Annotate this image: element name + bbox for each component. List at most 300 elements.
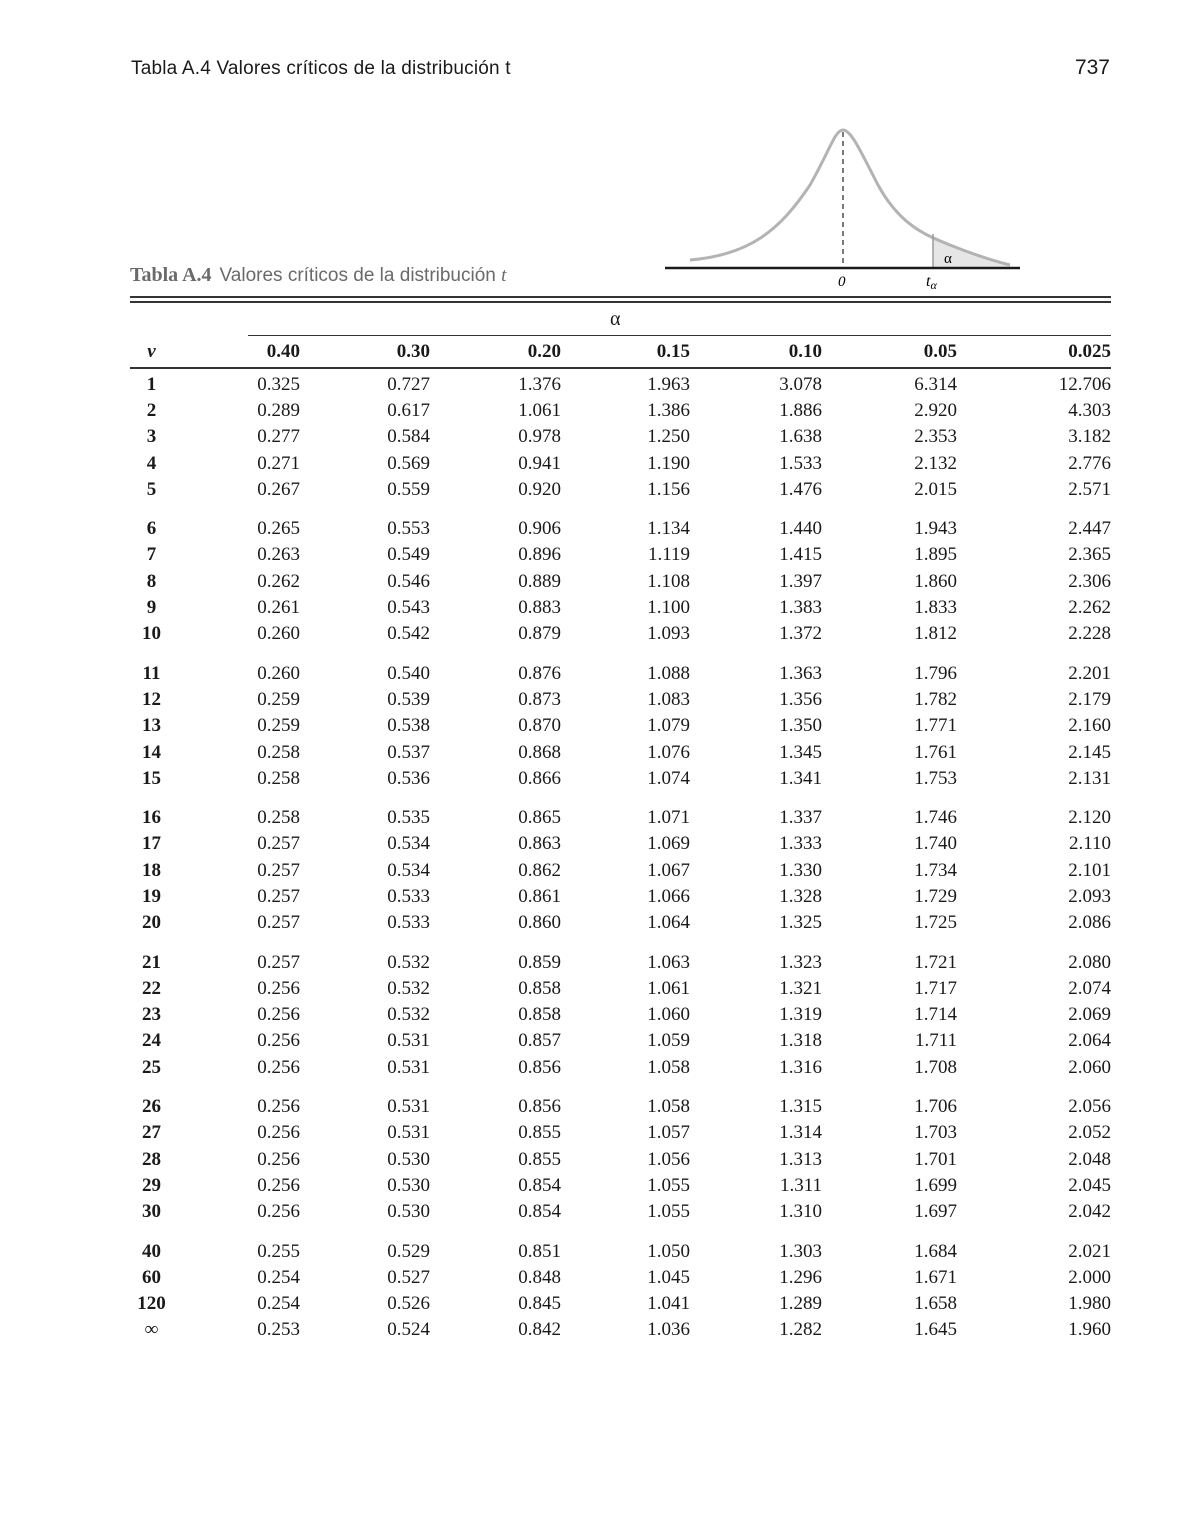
value-cells (173, 952, 1111, 974)
critical-value-cell: 0.845 (518, 1293, 561, 1315)
critical-value-cell: 0.271 (257, 452, 300, 474)
critical-value-cell: 1.328 (779, 885, 822, 907)
value-cells (173, 374, 1111, 396)
critical-value-cell: 0.260 (257, 623, 300, 645)
critical-value-cell: 1.325 (779, 912, 822, 934)
t-distribution-diagram (660, 120, 1030, 300)
critical-value-cell: 1.706 (914, 1096, 957, 1118)
critical-value-cell: 0.256 (257, 1148, 300, 1170)
critical-value-cell: 1.314 (779, 1122, 822, 1144)
critical-value-cell: 0.863 (518, 833, 561, 855)
critical-value-cell: 1.658 (914, 1293, 957, 1315)
table-row (130, 372, 1111, 398)
critical-value-cell: 0.256 (257, 1004, 300, 1026)
critical-value-cell: 1.296 (779, 1266, 822, 1288)
critical-value-cell: 0.868 (518, 741, 561, 763)
value-cells (173, 518, 1111, 540)
table-row (130, 569, 1111, 595)
degrees-of-freedom-cell: 120 (137, 1293, 166, 1315)
degrees-of-freedom-cell: 26 (142, 1096, 161, 1118)
critical-value-cell: 1.058 (647, 1056, 690, 1078)
critical-value-cell: 0.559 (387, 478, 430, 500)
critical-value-cell: 1.119 (647, 544, 690, 566)
column-header: 0.40 (266, 340, 300, 362)
table-row (130, 542, 1111, 568)
critical-value-cell: 1.315 (779, 1096, 822, 1118)
value-cells (173, 571, 1111, 593)
critical-value-cell: 0.865 (518, 807, 561, 829)
critical-value-cell: 2.160 (1068, 715, 1111, 737)
critical-value-cell: 1.156 (647, 478, 690, 500)
critical-value-cell: 2.101 (1068, 859, 1111, 881)
alpha-spanner (130, 304, 1111, 336)
critical-value-cell: 0.543 (387, 597, 430, 619)
critical-value-cell: 2.228 (1068, 623, 1111, 645)
table-row (130, 831, 1111, 857)
critical-value-cell: 1.289 (779, 1293, 822, 1315)
critical-value-cell: 0.842 (518, 1319, 561, 1341)
critical-value-cell: 2.015 (914, 478, 957, 500)
value-cells (173, 479, 1111, 501)
critical-value-cell: 1.771 (914, 715, 957, 737)
table-row (130, 949, 1111, 975)
alpha-header: α (610, 308, 621, 330)
critical-value-cell: 1.060 (647, 1004, 690, 1026)
degrees-of-freedom-cell: 14 (142, 741, 161, 763)
critical-value-cell: 0.532 (387, 977, 430, 999)
critical-value-cell: 2.920 (914, 399, 957, 421)
table-row (130, 1265, 1111, 1291)
critical-value-cell: 0.267 (257, 478, 300, 500)
critical-value-cell: 0.859 (518, 951, 561, 973)
critical-value-cell: 0.727 (387, 373, 430, 395)
table-caption (130, 264, 506, 287)
critical-value-cell: 0.848 (518, 1266, 561, 1288)
row-group (130, 805, 1111, 936)
critical-value-cell: 0.858 (518, 1004, 561, 1026)
critical-value-cell: 1.058 (647, 1096, 690, 1118)
critical-value-cell: 0.256 (257, 1056, 300, 1078)
density-curve (690, 130, 1010, 265)
critical-value-cell: 0.536 (387, 767, 430, 789)
critical-value-cell: 1.440 (779, 518, 822, 540)
critical-value-cell: 1.069 (647, 833, 690, 855)
table-row (130, 1173, 1111, 1199)
critical-value-cell: 0.529 (387, 1240, 430, 1262)
t-subscript: α (930, 278, 937, 292)
degrees-of-freedom-cell: 4 (146, 452, 157, 474)
critical-value-cell: 2.052 (1068, 1122, 1111, 1144)
critical-value-cell: 0.257 (257, 833, 300, 855)
degrees-of-freedom-cell: 7 (146, 544, 157, 566)
critical-value-cell: 1.071 (647, 807, 690, 829)
critical-value-cell: 3.078 (779, 373, 822, 395)
critical-value-cell: 0.860 (518, 912, 561, 934)
critical-value-cell: 1.330 (779, 859, 822, 881)
critical-value-cell: 1.318 (779, 1030, 822, 1052)
critical-value-cell: 2.179 (1068, 688, 1111, 710)
degrees-of-freedom-cell: 27 (142, 1122, 161, 1144)
critical-value-cell: 1.812 (914, 623, 957, 645)
critical-value-cell: 2.365 (1068, 544, 1111, 566)
critical-value-cell: 0.262 (257, 570, 300, 592)
critical-value-cell: 1.066 (647, 885, 690, 907)
critical-value-cell: 2.353 (914, 426, 957, 448)
critical-value-cell: 0.857 (518, 1030, 561, 1052)
critical-value-cell: 2.074 (1068, 977, 1111, 999)
critical-value-cell: 0.253 (257, 1319, 300, 1341)
critical-value-cell: 2.086 (1068, 912, 1111, 934)
value-cells (173, 1175, 1111, 1197)
critical-value-cell: 0.920 (518, 478, 561, 500)
critical-value-cell: 1.282 (779, 1319, 822, 1341)
critical-value-cell: 0.289 (257, 399, 300, 421)
critical-value-cell: 1.316 (779, 1056, 822, 1078)
degrees-of-freedom-cell: 60 (142, 1266, 161, 1288)
value-cells (173, 833, 1111, 855)
critical-value-cell: 0.584 (387, 426, 430, 448)
value-cells (173, 1241, 1111, 1263)
critical-value-cell: 6.314 (914, 373, 957, 395)
critical-value-cell: 4.303 (1068, 399, 1111, 421)
table-row (130, 1094, 1111, 1120)
top-rule-2 (130, 301, 1111, 303)
critical-value-cell: 0.530 (387, 1148, 430, 1170)
critical-value-cell: 0.889 (518, 570, 561, 592)
zero-label: 0 (838, 274, 846, 290)
table-row (130, 976, 1111, 1002)
critical-value-cell: 0.531 (387, 1056, 430, 1078)
row-group (130, 372, 1111, 503)
degrees-of-freedom-cell: 6 (146, 518, 157, 540)
critical-value-cell: 0.861 (518, 885, 561, 907)
value-cells (173, 912, 1111, 934)
critical-value-cell: 1.045 (647, 1266, 690, 1288)
critical-value-cell: 2.571 (1068, 478, 1111, 500)
table-row (130, 1238, 1111, 1264)
degrees-of-freedom-cell: 19 (142, 885, 161, 907)
column-header: 0.20 (527, 340, 561, 362)
value-cells (173, 426, 1111, 448)
value-cells (173, 1122, 1111, 1144)
degrees-of-freedom-cell: 25 (142, 1056, 161, 1078)
critical-value-cell: 0.257 (257, 951, 300, 973)
critical-value-cell: 1.725 (914, 912, 957, 934)
degrees-of-freedom-cell: 24 (142, 1030, 161, 1052)
critical-value-cell: 0.259 (257, 688, 300, 710)
critical-value-cell: 0.534 (387, 833, 430, 855)
value-cells (173, 742, 1111, 764)
critical-value-cell: 0.876 (518, 662, 561, 684)
table-row (130, 805, 1111, 831)
critical-value-cell: 1.796 (914, 662, 957, 684)
critical-value-cell: 2.776 (1068, 452, 1111, 474)
degrees-of-freedom-cell: 10 (142, 623, 161, 645)
critical-value-cell: 0.534 (387, 859, 430, 881)
column-header: 0.15 (656, 340, 690, 362)
critical-value-cell: 1.886 (779, 399, 822, 421)
critical-value-cell: 0.856 (518, 1096, 561, 1118)
critical-value-cell: 0.896 (518, 544, 561, 566)
critical-value-cell: 1.333 (779, 833, 822, 855)
critical-value-cell: 0.256 (257, 1201, 300, 1223)
running-head: Tabla A.4 Valores críticos de la distribución t (131, 58, 511, 79)
degrees-of-freedom-cell: 30 (142, 1201, 161, 1223)
degrees-of-freedom-cell: 20 (142, 912, 161, 934)
header-rule (130, 367, 1111, 369)
critical-value-cell: 1.100 (647, 597, 690, 619)
critical-value-cell: 1.055 (647, 1174, 690, 1196)
critical-value-cell: 1.476 (779, 478, 822, 500)
degrees-of-freedom-cell: 2 (146, 399, 157, 421)
critical-value-cell: 1.782 (914, 688, 957, 710)
degrees-of-freedom-cell: 21 (142, 951, 161, 973)
critical-value-cell: 1.383 (779, 597, 822, 619)
table-row (130, 1055, 1111, 1081)
table-row (130, 1002, 1111, 1028)
critical-value-cell: 0.906 (518, 518, 561, 540)
table-row (130, 1120, 1111, 1146)
degrees-of-freedom-cell: ∞ (144, 1319, 159, 1341)
table-row (130, 424, 1111, 450)
caption-text: Valores críticos de la distribución (219, 265, 502, 286)
column-header: 0.30 (396, 340, 430, 362)
critical-value-cell: 0.527 (387, 1266, 430, 1288)
critical-value-cell: 1.064 (647, 912, 690, 934)
row-group (130, 1094, 1111, 1225)
degrees-of-freedom-cell: 16 (142, 807, 161, 829)
table-row (130, 621, 1111, 647)
value-cells (173, 1057, 1111, 1079)
critical-value-cell: 0.879 (518, 623, 561, 645)
critical-value-cell: 0.259 (257, 715, 300, 737)
alpha-underline (248, 335, 1111, 336)
critical-value-cell: 1.833 (914, 597, 957, 619)
value-cells (173, 689, 1111, 711)
critical-value-cell: 1.321 (779, 977, 822, 999)
critical-value-cell: 1.074 (647, 767, 690, 789)
critical-value-cell: 1.311 (779, 1174, 822, 1196)
critical-value-cell: 0.854 (518, 1201, 561, 1223)
critical-value-cell: 0.866 (518, 767, 561, 789)
value-cells (173, 544, 1111, 566)
table-row (130, 595, 1111, 621)
critical-value-cell: 1.337 (779, 807, 822, 829)
table-row (130, 1199, 1111, 1225)
critical-value-cell: 0.535 (387, 807, 430, 829)
critical-value-cell: 0.256 (257, 1096, 300, 1118)
table-row (130, 660, 1111, 686)
critical-value-cell: 2.306 (1068, 570, 1111, 592)
critical-value-cell: 1.684 (914, 1240, 957, 1262)
critical-value-cell: 0.883 (518, 597, 561, 619)
critical-value-cell: 0.256 (257, 1122, 300, 1144)
value-cells (173, 1004, 1111, 1026)
critical-value-cell: 1.397 (779, 570, 822, 592)
critical-value-cell: 1.645 (914, 1319, 957, 1341)
critical-value-cell: 1.093 (647, 623, 690, 645)
critical-value-cell: 1.061 (647, 977, 690, 999)
critical-value-cell: 0.553 (387, 518, 430, 540)
critical-value-cell: 0.258 (257, 807, 300, 829)
critical-value-cell: 1.323 (779, 951, 822, 973)
column-header-row (130, 336, 1111, 367)
critical-value-cell: 0.873 (518, 688, 561, 710)
row-group (130, 660, 1111, 791)
critical-value-cell: 0.854 (518, 1174, 561, 1196)
critical-value-cell: 0.254 (257, 1293, 300, 1315)
critical-value-cell: 0.941 (518, 452, 561, 474)
alpha-area-label: α (944, 251, 952, 267)
row-group (130, 949, 1111, 1080)
critical-value-cell: 1.711 (914, 1030, 957, 1052)
degrees-of-freedom-cell: 29 (142, 1174, 161, 1196)
value-cells (173, 453, 1111, 475)
critical-value-cell: 2.262 (1068, 597, 1111, 619)
critical-value-cell: 1.376 (518, 373, 561, 395)
critical-value-cell: 1.341 (779, 767, 822, 789)
nu-header: v (147, 340, 156, 362)
critical-value-cell: 1.088 (647, 662, 690, 684)
critical-value-cell: 0.870 (518, 715, 561, 737)
critical-value-cell: 0.277 (257, 426, 300, 448)
critical-value-cell: 0.325 (257, 373, 300, 395)
critical-value-cell: 0.855 (518, 1148, 561, 1170)
critical-value-cell: 1.059 (647, 1030, 690, 1052)
critical-value-cell: 1.415 (779, 544, 822, 566)
t-distribution-figure (660, 120, 1030, 300)
table-row (130, 477, 1111, 503)
value-cells (173, 715, 1111, 737)
critical-value-cell: 0.856 (518, 1056, 561, 1078)
value-cells (173, 860, 1111, 882)
critical-value-cell: 0.258 (257, 767, 300, 789)
caption-variable: t (501, 265, 507, 286)
row-group (130, 1238, 1111, 1343)
critical-value-cell: 0.257 (257, 859, 300, 881)
degrees-of-freedom-cell: 8 (146, 570, 157, 592)
table-row (130, 884, 1111, 910)
critical-value-cell: 0.530 (387, 1201, 430, 1223)
critical-value-cell: 1.108 (647, 570, 690, 592)
critical-value-cell: 2.045 (1068, 1174, 1111, 1196)
critical-value-cell: 0.533 (387, 885, 430, 907)
table-row (130, 910, 1111, 936)
critical-value-cell: 1.734 (914, 859, 957, 881)
critical-value-cell: 1.721 (914, 951, 957, 973)
critical-value-cell: 0.531 (387, 1030, 430, 1052)
value-cells (173, 1201, 1111, 1223)
row-group (130, 516, 1111, 647)
critical-value-cell: 1.313 (779, 1148, 822, 1170)
critical-value-cell: 1.746 (914, 807, 957, 829)
critical-value-cell: 2.120 (1068, 807, 1111, 829)
critical-value-cell: 0.258 (257, 741, 300, 763)
degrees-of-freedom-cell: 3 (146, 426, 157, 448)
critical-value-cell: 0.546 (387, 570, 430, 592)
critical-value-cell: 0.538 (387, 715, 430, 737)
critical-value-cell: 1.356 (779, 688, 822, 710)
t-alpha-label (926, 273, 937, 292)
page-number: 737 (1074, 56, 1110, 79)
critical-value-cell: 1.134 (647, 518, 690, 540)
value-cells (173, 1267, 1111, 1289)
critical-value-cell: 2.064 (1068, 1030, 1111, 1052)
table-body (130, 372, 1111, 1344)
critical-value-cell: 1.303 (779, 1240, 822, 1262)
critical-value-cell: 0.532 (387, 1004, 430, 1026)
critical-value-cell: 2.093 (1068, 885, 1111, 907)
critical-value-cell: 0.255 (257, 1240, 300, 1262)
degrees-of-freedom-cell: 12 (142, 688, 161, 710)
critical-value-cell: 2.132 (914, 452, 957, 474)
column-header: 0.10 (788, 340, 822, 362)
critical-value-cell: 1.860 (914, 570, 957, 592)
critical-value-cell: 1.041 (647, 1293, 690, 1315)
critical-value-cell: 2.042 (1068, 1201, 1111, 1223)
table-row (130, 450, 1111, 476)
critical-value-cell: 0.858 (518, 977, 561, 999)
critical-value-cell: 0.261 (257, 597, 300, 619)
table-row (130, 398, 1111, 424)
critical-value-cell: 0.256 (257, 1030, 300, 1052)
critical-value-cell: 0.533 (387, 912, 430, 934)
critical-value-cell: 0.855 (518, 1122, 561, 1144)
critical-value-cell: 1.057 (647, 1122, 690, 1144)
critical-value-cell: 2.110 (1068, 833, 1111, 855)
critical-value-cell: 1.050 (647, 1240, 690, 1262)
critical-value-cell: 2.021 (1068, 1240, 1111, 1262)
degrees-of-freedom-cell: 9 (146, 597, 157, 619)
critical-value-cell: 0.256 (257, 1174, 300, 1196)
critical-value-cell: 0.531 (387, 1122, 430, 1144)
critical-value-cell: 1.063 (647, 951, 690, 973)
critical-value-cell: 2.069 (1068, 1004, 1111, 1026)
value-cells (173, 978, 1111, 1000)
value-cells (173, 1096, 1111, 1118)
critical-value-cell: 1.943 (914, 518, 957, 540)
critical-value-cell: 0.260 (257, 662, 300, 684)
degrees-of-freedom-cell: 11 (142, 662, 161, 684)
value-cells (173, 886, 1111, 908)
critical-value-cell: 1.703 (914, 1122, 957, 1144)
value-cells (173, 663, 1111, 685)
critical-value-cell: 1.310 (779, 1201, 822, 1223)
caption-label: Tabla A.4 (130, 264, 212, 286)
critical-value-cell: 1.960 (1068, 1319, 1111, 1341)
critical-value-cell: 0.569 (387, 452, 430, 474)
critical-value-cell: 2.000 (1068, 1266, 1111, 1288)
column-header: 0.05 (923, 340, 957, 362)
critical-value-cell: 1.345 (779, 741, 822, 763)
t-critical-values-table (130, 304, 1111, 1357)
critical-value-cell: 1.697 (914, 1201, 957, 1223)
critical-value-cell: 0.617 (387, 399, 430, 421)
value-cells (173, 807, 1111, 829)
critical-value-cell: 1.963 (647, 373, 690, 395)
critical-value-cell: 0.531 (387, 1096, 430, 1118)
critical-value-cell: 1.076 (647, 741, 690, 763)
table-row (130, 1291, 1111, 1317)
critical-value-cell: 1.708 (914, 1056, 957, 1078)
critical-value-cell: 1.079 (647, 715, 690, 737)
critical-value-cell: 0.530 (387, 1174, 430, 1196)
critical-value-cell: 1.190 (647, 452, 690, 474)
critical-value-cell: 1.036 (647, 1319, 690, 1341)
critical-value-cell: 1.319 (779, 1004, 822, 1026)
critical-value-cell: 0.265 (257, 518, 300, 540)
critical-value-cell: 1.717 (914, 977, 957, 999)
